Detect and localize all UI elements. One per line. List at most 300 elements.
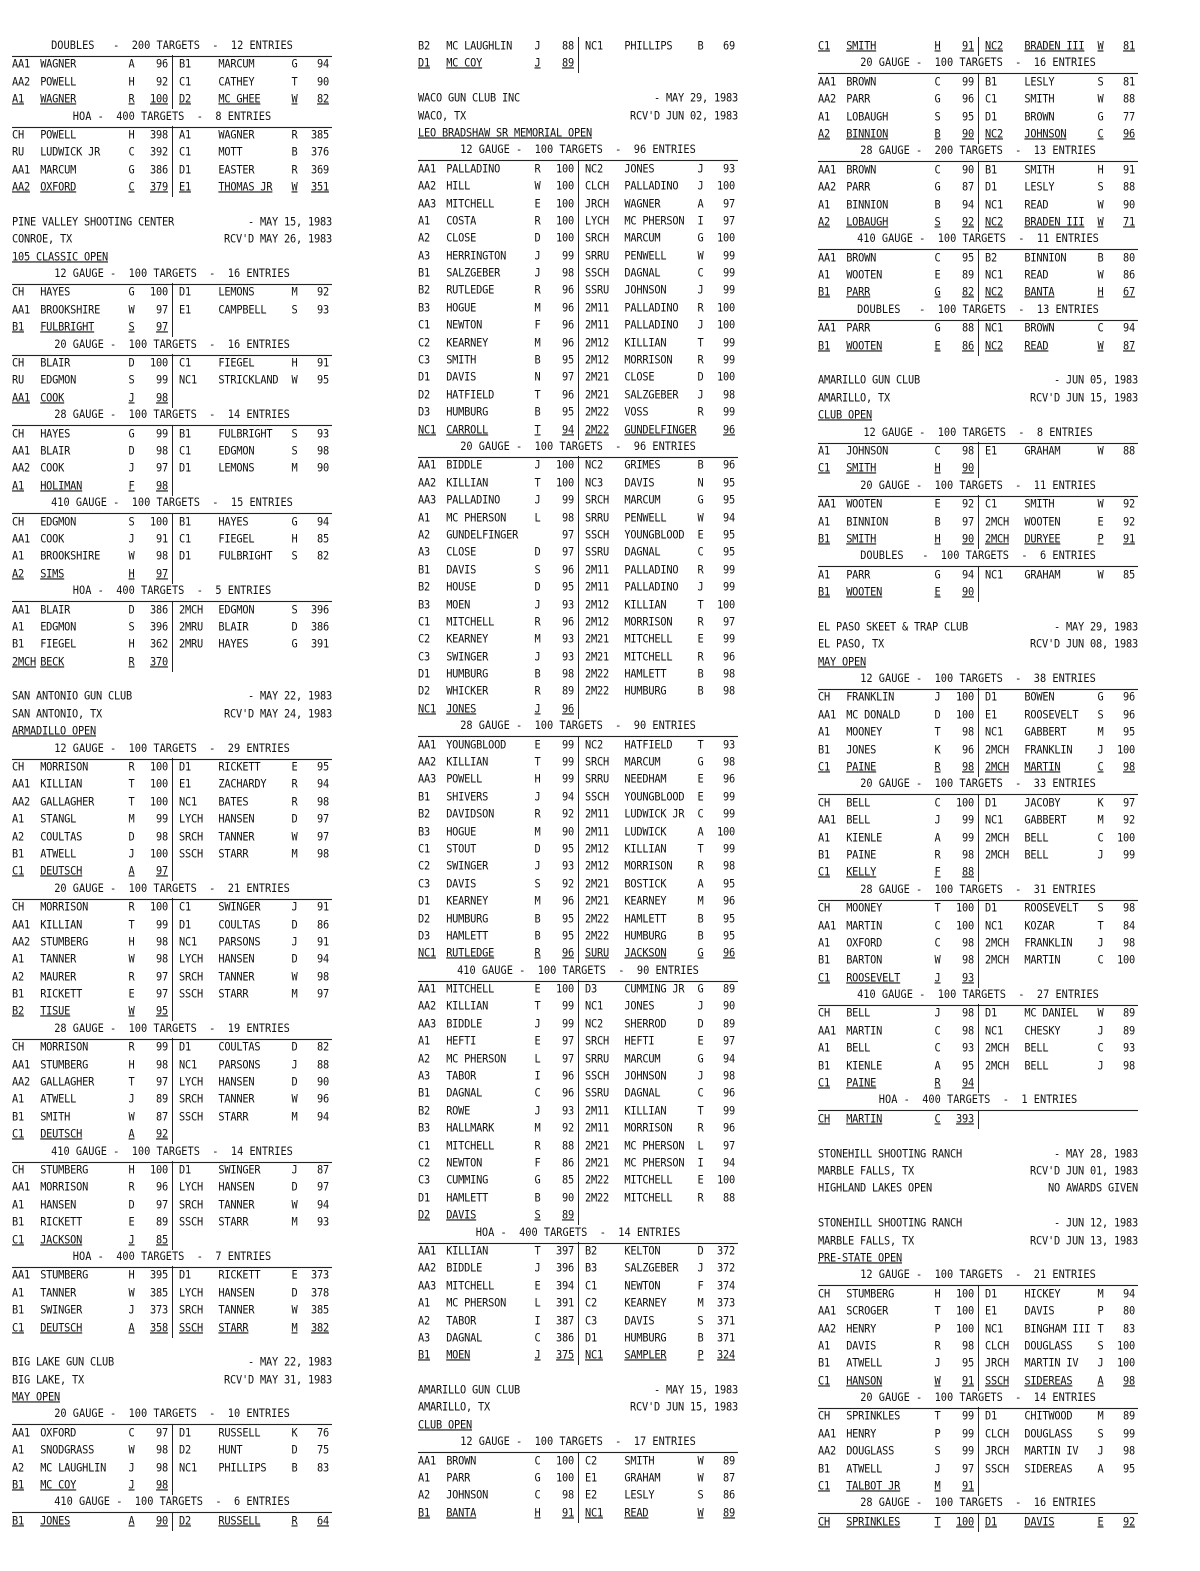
entry-left: [818, 723, 978, 742]
shooter-name: SAMPLER: [624, 1348, 667, 1362]
results-column-3: [818, 38, 1138, 1531]
shooter-name: MARCUM: [218, 57, 255, 72]
shooter-name: FRANKLIN: [846, 690, 895, 705]
score: 100: [956, 1304, 974, 1318]
shooter-initial: G: [291, 57, 298, 72]
class-code: AA1: [12, 1426, 30, 1440]
class-code: B1: [179, 426, 191, 441]
shooter-name: BROWN: [846, 250, 877, 265]
score: 396: [311, 602, 329, 617]
result-row: [12, 1178, 332, 1197]
class-code: SRCH: [585, 493, 609, 507]
shooter-name: EDGMON: [218, 444, 255, 458]
shooter-name: GRAHAM: [1024, 444, 1061, 458]
shooter-name: JONES: [40, 1514, 71, 1528]
class-code: A1: [818, 725, 830, 739]
class-code: C2: [418, 859, 430, 873]
club-header-line: [12, 687, 332, 706]
class-code: C1: [12, 1127, 24, 1141]
score: 100: [717, 1173, 735, 1188]
score: 93: [317, 303, 329, 317]
entry-left: [418, 1119, 578, 1138]
class-code: 2MCH: [985, 1058, 1009, 1073]
score: 99: [562, 493, 574, 507]
score: 98: [156, 935, 168, 949]
shooter-name: PARR: [446, 1471, 471, 1485]
class-code: C1: [179, 900, 191, 914]
class-code: D1: [179, 1040, 191, 1054]
shooter-name: STRICKLAND: [218, 373, 279, 388]
shooter-name: MC PHERSON: [624, 1156, 685, 1170]
shooter-name: CAMPBELL: [218, 303, 267, 317]
shooter-initial: E: [697, 789, 704, 804]
class-code: D2: [179, 92, 191, 106]
shooter-initial: S: [934, 1444, 941, 1458]
shooter-initial: W: [1097, 567, 1104, 582]
result-row: [418, 630, 738, 649]
class-code: AA1: [12, 1268, 30, 1282]
class-code: A1: [179, 128, 191, 142]
shooter-initial: J: [697, 1261, 704, 1275]
shooter-initial: R: [534, 946, 541, 960]
score: 98: [962, 848, 974, 862]
score: 99: [962, 74, 974, 89]
event-title: 410 GAUGE - 100 TARGETS - 14 ENTRIES: [12, 1143, 332, 1164]
score: 99: [962, 1444, 974, 1458]
class-code: AA1: [818, 250, 836, 265]
shooter-initial: P: [934, 1321, 941, 1336]
entry-right: [172, 1090, 333, 1109]
shooter-name: HAYES: [40, 285, 71, 300]
shooter-initial: M: [291, 1110, 298, 1124]
shooter-name: STUMBERG: [40, 1163, 89, 1177]
shooter-initial: C: [934, 936, 941, 950]
shooter-initial: T: [128, 777, 135, 792]
event-title: 20 GAUGE - 100 TARGETS - 33 ENTRIES: [818, 775, 1138, 796]
shooter-name: SNODGRASS: [40, 1443, 95, 1457]
club-block: [12, 197, 332, 672]
event-title: 20 GAUGE - 100 TARGETS - 96 ENTRIES: [418, 438, 738, 459]
shooter-name: PAINE: [846, 1076, 877, 1090]
score: 378: [311, 1285, 329, 1300]
class-code: A1: [12, 620, 24, 634]
result-row: [12, 459, 332, 478]
class-code: 2M11: [585, 824, 609, 839]
entry-left: [818, 495, 978, 514]
class-code: B1: [818, 742, 830, 757]
shooter-initial: S: [697, 1313, 704, 1328]
shooter-initial: T: [697, 737, 704, 752]
score: 88: [562, 1138, 574, 1153]
score: 67: [1123, 285, 1135, 300]
score: 94: [962, 197, 974, 212]
shooter-initial: J: [697, 580, 704, 594]
score: 95: [962, 109, 974, 124]
entry-left: [12, 1266, 172, 1285]
shooter-initial: D: [128, 829, 135, 844]
class-code: B3: [418, 1121, 430, 1135]
class-code: NC1: [585, 39, 603, 53]
shooter-initial: E: [291, 760, 298, 774]
score: 99: [962, 813, 974, 827]
score: 86: [962, 338, 974, 353]
score: 96: [562, 283, 574, 298]
result-row: [418, 1032, 738, 1051]
shooter-initial: R: [291, 128, 298, 142]
class-code: D1: [985, 1006, 997, 1021]
entry-right: [578, 682, 739, 701]
score: 100: [956, 1515, 974, 1529]
shooter-initial: G: [1097, 109, 1104, 124]
class-code: SRCH: [179, 969, 203, 984]
class-code: 2M11: [585, 562, 609, 577]
class-code: CH: [12, 128, 24, 142]
shooter-name: READ: [1024, 197, 1049, 212]
score: 94: [723, 510, 735, 525]
shooter-name: CLOSE: [446, 545, 477, 559]
shooter-name: GABBERT: [1024, 725, 1067, 739]
score: 95: [723, 911, 735, 926]
entry-right: [978, 1513, 1139, 1532]
entry-right: [172, 1318, 333, 1337]
shooter-name: COULTAS: [218, 1040, 261, 1054]
entry-right: [172, 653, 333, 672]
class-code: B1: [418, 1506, 430, 1520]
score: 96: [562, 335, 574, 350]
shooter-name: CUMMING JR: [624, 982, 685, 996]
shooter-name: TANNER: [218, 1092, 255, 1107]
class-code: D3: [418, 405, 430, 419]
shooter-name: TISUE: [40, 1004, 71, 1019]
class-code: C1: [179, 356, 191, 370]
score: 89: [562, 684, 574, 699]
score: 81: [1123, 39, 1135, 53]
shooter-name: CARROLL: [446, 422, 489, 437]
score: 98: [723, 859, 735, 873]
entry-left: [418, 944, 578, 963]
entry-right: [172, 1125, 333, 1144]
event-title: 410 GAUGE - 100 TARGETS - 11 ENTRIES: [818, 230, 1138, 251]
class-code: C3: [418, 876, 430, 891]
shooter-initial: W: [128, 1443, 135, 1457]
shooter-name: MARCUM: [624, 231, 661, 245]
header-right: RCV'D MAY 31, 1983: [224, 1372, 332, 1387]
result-row: [418, 177, 738, 196]
shooter-name: HUMBURG: [624, 929, 667, 943]
score: 98: [1123, 936, 1135, 950]
header-right: - MAY 28, 1983: [1054, 1146, 1138, 1161]
result-row: [418, 1346, 738, 1365]
shooter-name: LESLY: [1024, 180, 1055, 194]
shooter-name: SMITH: [446, 353, 477, 367]
shooter-initial: H: [291, 356, 298, 370]
class-code: D1: [179, 1268, 191, 1282]
entry-left: [418, 1171, 578, 1190]
entry-left: [12, 950, 172, 969]
class-code: SSCH: [985, 1373, 1009, 1388]
score: 99: [562, 772, 574, 787]
shooter-initial: R: [128, 1180, 135, 1195]
shooter-initial: K: [1097, 795, 1104, 810]
shooter-name: MITCHELL: [446, 1278, 495, 1293]
score: 98: [723, 755, 735, 769]
club-block: [818, 602, 1138, 1129]
header-left: MARBLE FALLS, TX: [818, 1164, 914, 1178]
class-code: A2: [818, 127, 830, 141]
class-code: NC2: [985, 127, 1003, 141]
shooter-initial: M: [291, 987, 298, 1001]
shooter-name: NEWTON: [624, 1278, 661, 1293]
shooter-name: POWELL: [446, 772, 483, 787]
shooter-name: HOGUE: [446, 824, 477, 839]
score: 99: [723, 248, 735, 263]
score: [711, 1206, 739, 1225]
shooter-initial: G: [697, 231, 704, 245]
score: 395: [150, 1268, 168, 1282]
shooter-initial: S: [1097, 901, 1104, 915]
shooter-name: GRIMES: [624, 458, 661, 473]
score: 98: [317, 847, 329, 861]
class-code: 2M12: [585, 335, 609, 350]
class-code: E1: [985, 1304, 997, 1318]
class-code: NC1: [418, 702, 436, 716]
shooter-name: HEFTI: [624, 1034, 655, 1048]
entry-right: [578, 1119, 739, 1138]
entry-left: [418, 770, 578, 789]
class-code: A1: [12, 92, 24, 106]
entry-left: [818, 459, 978, 478]
shooter-name: BELL: [846, 795, 871, 810]
entry-right: [578, 1206, 739, 1225]
class-code: SSCH: [585, 1069, 609, 1083]
class-code: B1: [818, 285, 830, 300]
shooter-name: MITCHELL: [446, 1138, 495, 1153]
score: 96: [562, 702, 574, 716]
shooter-initial: T: [697, 1104, 704, 1118]
shooter-name: COULTAS: [40, 829, 83, 844]
shooter-initial: R: [534, 684, 541, 699]
entry-left: [818, 178, 978, 197]
shooter-initial: W: [291, 969, 298, 984]
score: 92: [1123, 497, 1135, 511]
shooter-initial: R: [291, 794, 298, 809]
club-block: [818, 38, 1138, 355]
score: 84: [1123, 918, 1135, 933]
entry-left: [418, 54, 578, 73]
shooter-initial: J: [534, 1348, 541, 1362]
class-code: C1: [818, 970, 830, 985]
shooter-initial: I: [534, 1313, 541, 1328]
score: 372: [717, 1244, 735, 1258]
class-code: A2: [418, 1051, 430, 1066]
shooter-name: FULBRIGHT: [218, 549, 273, 563]
result-row: [12, 1301, 332, 1320]
score: 98: [1123, 901, 1135, 915]
shooter-initial: B: [534, 667, 541, 681]
entry-left: [418, 1504, 578, 1523]
shooter-initial: G: [697, 755, 704, 769]
score: 86: [723, 1488, 735, 1503]
class-code: NC2: [985, 39, 1003, 53]
class-code: 2MCH: [12, 654, 36, 669]
entry-left: [418, 1294, 578, 1313]
entry-left: [818, 811, 978, 830]
score: 90: [317, 461, 329, 476]
score: 98: [723, 684, 735, 699]
shooter-name: ROOSEVELT: [1024, 901, 1079, 915]
event-title: 28 GAUGE - 200 TARGETS - 13 ENTRIES: [818, 142, 1138, 163]
shooter-name: ATWELL: [846, 1356, 883, 1370]
score: 85: [1123, 567, 1135, 582]
shooter-name: TABOR: [446, 1069, 477, 1083]
shooter-name: SIDEREAS: [1024, 1461, 1073, 1476]
shooter-name: YOUNGBLOOD: [446, 737, 507, 752]
result-row: [818, 811, 1138, 830]
shooter-name: BIDDLE: [446, 458, 483, 473]
score: 95: [562, 580, 574, 594]
class-code: A2: [818, 215, 830, 229]
entry-right: [578, 892, 739, 911]
shooter-name: FULBRIGHT: [218, 426, 273, 441]
entry-right: [172, 459, 333, 478]
score: 98: [1123, 1058, 1135, 1073]
shooter-name: COOK: [40, 391, 65, 405]
score: 96: [562, 388, 574, 402]
shooter-initial: N: [534, 370, 541, 385]
score: 90: [962, 585, 974, 599]
class-code: NC1: [985, 918, 1003, 933]
score: 98: [156, 1443, 168, 1457]
shooter-initial: P: [1097, 1304, 1104, 1318]
score: 94: [723, 1156, 735, 1170]
class-code: B2: [418, 39, 430, 53]
score: [305, 862, 333, 881]
score: 91: [962, 1373, 974, 1388]
header-right: RCV'D MAY 24, 1983: [224, 707, 332, 721]
class-code: [585, 1206, 624, 1225]
event-title: 20 GAUGE - 100 TARGETS - 11 ENTRIES: [818, 477, 1138, 498]
shooter-initial: S: [1097, 180, 1104, 194]
score: 100: [556, 179, 574, 193]
entry-right: [578, 805, 739, 824]
class-code: C1: [818, 461, 830, 476]
score: 96: [562, 1086, 574, 1101]
entry-right: [578, 1032, 739, 1051]
entry-right: [578, 944, 739, 963]
shooter-initial: R: [934, 848, 941, 862]
shooter-name: GRAHAM: [624, 1471, 661, 1485]
result-row: [12, 862, 332, 881]
class-code: AA1: [12, 602, 30, 617]
score: 89: [723, 1017, 735, 1031]
class-code: C2: [418, 1156, 430, 1170]
score: 94: [317, 1197, 329, 1212]
entry-left: [418, 1486, 578, 1505]
class-code: B1: [818, 1461, 830, 1476]
score: 95: [562, 842, 574, 856]
shooter-name: MOEN: [446, 597, 471, 612]
shooter-name: BLAIR: [40, 356, 71, 370]
shooter-name: MC GHEE: [218, 92, 261, 106]
score: 93: [962, 1041, 974, 1055]
score: 98: [156, 952, 168, 966]
class-code: 2MRU: [179, 637, 203, 651]
score: 92: [156, 74, 168, 89]
score: 393: [956, 1112, 974, 1126]
score: 96: [723, 1121, 735, 1135]
class-code: NC1: [179, 1460, 197, 1475]
shooter-initial: J: [697, 318, 704, 332]
shooter-name: STOUT: [446, 842, 477, 856]
header-left: STONEHILL SHOOTING RANCH: [818, 1216, 962, 1230]
class-code: E1: [179, 777, 191, 792]
class-code: C1: [818, 760, 830, 774]
score: 100: [1117, 1356, 1135, 1370]
class-code: C1: [818, 1076, 830, 1090]
result-row: [418, 857, 738, 876]
score: 92: [156, 1127, 168, 1141]
result-row: [418, 1294, 738, 1313]
event-title: HOA - 400 TARGETS - 5 ENTRIES: [12, 582, 332, 603]
score: 96: [562, 562, 574, 577]
shooter-name: DAGNAL: [624, 266, 661, 280]
shooter-name: PARR: [846, 92, 871, 106]
score: 96: [723, 894, 735, 908]
class-code: 2MCH: [985, 953, 1009, 967]
score: 93: [562, 1104, 574, 1118]
entry-right: [172, 1512, 333, 1531]
score: 94: [1123, 1286, 1135, 1301]
shooter-initial: J: [128, 1232, 135, 1247]
entry-right: [578, 54, 739, 73]
score: 93: [562, 649, 574, 664]
entry-left: [12, 775, 172, 794]
class-code: CLCH: [585, 179, 609, 193]
score: 87: [1123, 338, 1135, 353]
shooter-initial: J: [1097, 848, 1104, 862]
class-code: A1: [818, 197, 830, 212]
entry-right: [978, 319, 1139, 338]
shooter-initial: D: [534, 580, 541, 594]
result-row: [12, 1318, 332, 1337]
class-code: B1: [12, 847, 24, 861]
shooter-initial: W: [128, 1004, 135, 1019]
score: 324: [717, 1348, 735, 1362]
header-right: RCV'D JUN 08, 1983: [1030, 637, 1138, 651]
score: 97: [562, 528, 574, 542]
shooter-name: GABBERT: [1024, 813, 1067, 827]
class-code: 2MCH: [985, 532, 1009, 546]
shooter-initial: F: [697, 1278, 704, 1293]
shooter-name: TABOR: [446, 1313, 477, 1328]
shooter-initial: B: [534, 353, 541, 367]
event-title: 28 GAUGE - 100 TARGETS - 31 ENTRIES: [818, 881, 1138, 902]
class-code: NC1: [179, 794, 197, 809]
entry-left: [818, 951, 978, 970]
result-row: [818, 337, 1138, 356]
shooter-name: KILLIAN: [446, 1244, 489, 1258]
shooter-name: HATFIELD: [446, 388, 495, 402]
class-code: D1: [585, 1331, 597, 1345]
shooter-name: LESLY: [624, 1488, 655, 1503]
class-code: A1: [818, 567, 830, 582]
class-code: CH: [12, 426, 24, 441]
class-code: AA2: [818, 180, 836, 194]
entry-right: [978, 1354, 1139, 1373]
results-column-1: [12, 38, 332, 1530]
class-code: 2M21: [585, 632, 609, 646]
club-block: [418, 38, 738, 73]
